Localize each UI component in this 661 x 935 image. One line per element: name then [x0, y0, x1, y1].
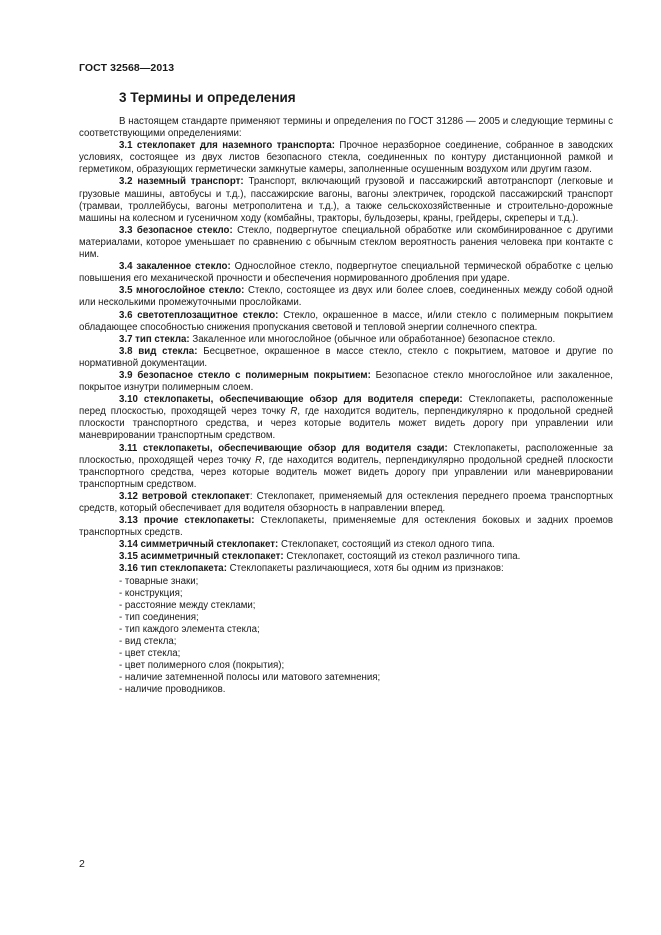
term-3-2 — [79, 176, 613, 224]
term-3-14 — [79, 539, 613, 551]
term-definition: Транспорт, включающий грузовой и пассажирский автотранспорт (легковые и грузовые машины, автобусы и т.д.), пассажирские вагоны, вагоны электричек, городской пассажирский транспорт (трамваи, троллейбусы, вагоны метрополитена и т.д.), а также сельскохозяйственные и строительно-дорожные машины на колесном и гусеничном ходу (комбайны, тракторы, бульдозеры, краны, грейдеры, скреперы и т.д.). — [79, 176, 613, 224]
feature-item: - наличие затемненной полосы или матового затемнения; — [119, 672, 381, 684]
term-3-7 — [79, 334, 613, 346]
term-definition: Однослойное стекло, подвергнутое специальной термической обработке с целью повышения его механической прочности и обеспечения нормированного дробления при ударе. — [79, 261, 613, 285]
feature-item: - товарные знаки; — [119, 575, 199, 587]
feature-item: - конструкция; — [119, 587, 183, 599]
term-definition: Стеклопакеты, применяемые для остекления боковых и задних проемов транспортных средств. — [79, 515, 613, 539]
term-definition: Стеклопакеты, расположенные за плоскостью, проходящей через точку — [79, 442, 614, 466]
term-3-10 — [79, 394, 613, 442]
term-3-1 — [79, 140, 613, 176]
term-label: 3.9 безопасное стекло с полимерным покрытием: — [119, 369, 371, 381]
term-definition: Стекло, окрашенное в массе, и/или стекло с полимерным покрытием обладающее способностью снижения пропускания световой и тепловой энергии солнечного спектра. — [79, 309, 613, 333]
term-definition: Стеклопакет, состоящий из стекол различного типа. — [283, 551, 521, 563]
term-definition: Бесцветное, окрашенное в массе стекло, стекло с покрытием, матовое и другие по нормативной документации. — [79, 345, 613, 369]
point-r: R — [290, 406, 298, 418]
term-3-8 — [79, 346, 613, 370]
term-label: 3.14 симметричный стеклопакет: — [119, 539, 279, 551]
term-3-16 — [79, 563, 613, 575]
section-title: 3 Термины и определения — [119, 90, 296, 105]
term-3-5 — [79, 285, 613, 309]
term-definition: Безопасное стекло многослойное или закаленное, покрытое изнутри полимерным слоем. — [79, 369, 613, 394]
term-label: 3.12 ветровой стеклопакет — [119, 490, 250, 502]
term-label: 3.13 прочие стеклопакеты: — [119, 515, 255, 527]
point-r: R — [255, 454, 263, 466]
term-label: 3.11 стеклопакеты, обеспечивающие обзор для водителя сзади: — [119, 442, 448, 454]
document-body — [79, 116, 613, 697]
page-number: 2 — [79, 858, 85, 870]
term-3-11 — [79, 443, 613, 491]
term-definition: Стекло, подвергнутое специальной обработке или скомбинированное с другими материалами, которое уменьшает по сравнению с обычным стеклом вероятность ранения человека при контакте с ним. — [79, 224, 613, 261]
term-3-4 — [79, 261, 613, 285]
term-label: 3.2 наземный транспорт: — [119, 176, 244, 188]
feature-item: - наличие проводников. — [119, 684, 226, 696]
feature-item: - тип каждого элемента стекла; — [119, 623, 260, 635]
term-label: 3.5 многослойное стекло: — [119, 285, 245, 297]
standard-header: ГОСТ 32568—2013 — [79, 62, 175, 74]
feature-item: - расстояние между стеклами; — [119, 599, 256, 611]
term-definition: Прочное неразборное соединение, собранное в заводских условиях, состоящее из двух листов безопасного стекла, соединенных по контуру дистанционной рамкой и герметиком, образующих герметически замкнутые камеры, заполненные осушенным воздухом или другим газом. — [79, 140, 613, 176]
term-3-6 — [79, 310, 613, 334]
term-definition: Стеклопакеты различающиеся, хотя бы одним из признаков: — [226, 563, 504, 575]
term-definition: Стеклопакеты, расположенные перед плоскостью, проходящей через точку — [79, 394, 613, 418]
term-3-13 — [79, 515, 613, 539]
term-label: 3.10 стеклопакеты, обеспечивающие обзор для водителя спереди: — [119, 394, 463, 406]
term-label: 3.6 светотеплозащитное стекло: — [119, 309, 279, 321]
term-label: 3.8 вид стекла: — [119, 345, 198, 357]
term-3-9 — [79, 370, 613, 394]
feature-item: - цвет стекла; — [119, 648, 181, 660]
term-definition: : Стеклопакет, применяемый для остекления переднего проема транспортных средств, который обеспечивает для водителя обзорность в направлении вперед. — [79, 490, 613, 514]
term-label: 3.7 тип стекла: — [119, 333, 190, 345]
term-definition-cont: , где находится водитель, перпендикулярно продольной средней плоскости транспортного средства, через которые водитель может видеть дорогу при управлении или маневрировании транспортным средством. — [79, 454, 613, 490]
term-label: 3.3 безопасное стекло: — [119, 224, 233, 236]
term-3-3 — [79, 225, 613, 261]
feature-item: - тип соединения; — [119, 611, 199, 623]
term-definition-cont: , где находится водитель, перпендикулярно к продольной средней плоскости транспортного средства, и через которые водитель может видеть дорогу при управлении или маневрировании транспортным средством. — [79, 406, 613, 442]
term-definition: Стеклопакет, состоящий из стекол одного типа. — [278, 539, 495, 551]
term-label: 3.15 асимметричный стеклопакет: — [119, 551, 284, 563]
feature-item: - цвет полимерного слоя (покрытия); — [119, 660, 285, 672]
term-3-15 — [79, 551, 613, 563]
intro-paragraph: В настоящем стандарте применяют термины и определения по ГОСТ 31286 — 2005 и следующие термины с соответствующими определениями: — [79, 116, 613, 140]
feature-item: - вид стекла; — [119, 636, 177, 648]
term-label: 3.4 закаленное стекло: — [119, 261, 231, 273]
term-label: 3.1 стеклопакет для наземного транспорта: — [119, 140, 335, 152]
term-3-12 — [79, 491, 613, 515]
term-label: 3.16 тип стеклопакета: — [119, 563, 227, 575]
term-definition: Стекло, состоящее из двух или более слоев, соединенных между собой одной или несколькими промежуточными прослойками. — [79, 285, 613, 309]
term-definition: Закаленное или многослойное (обычное или обработанное) безопасное стекло. — [189, 333, 556, 345]
